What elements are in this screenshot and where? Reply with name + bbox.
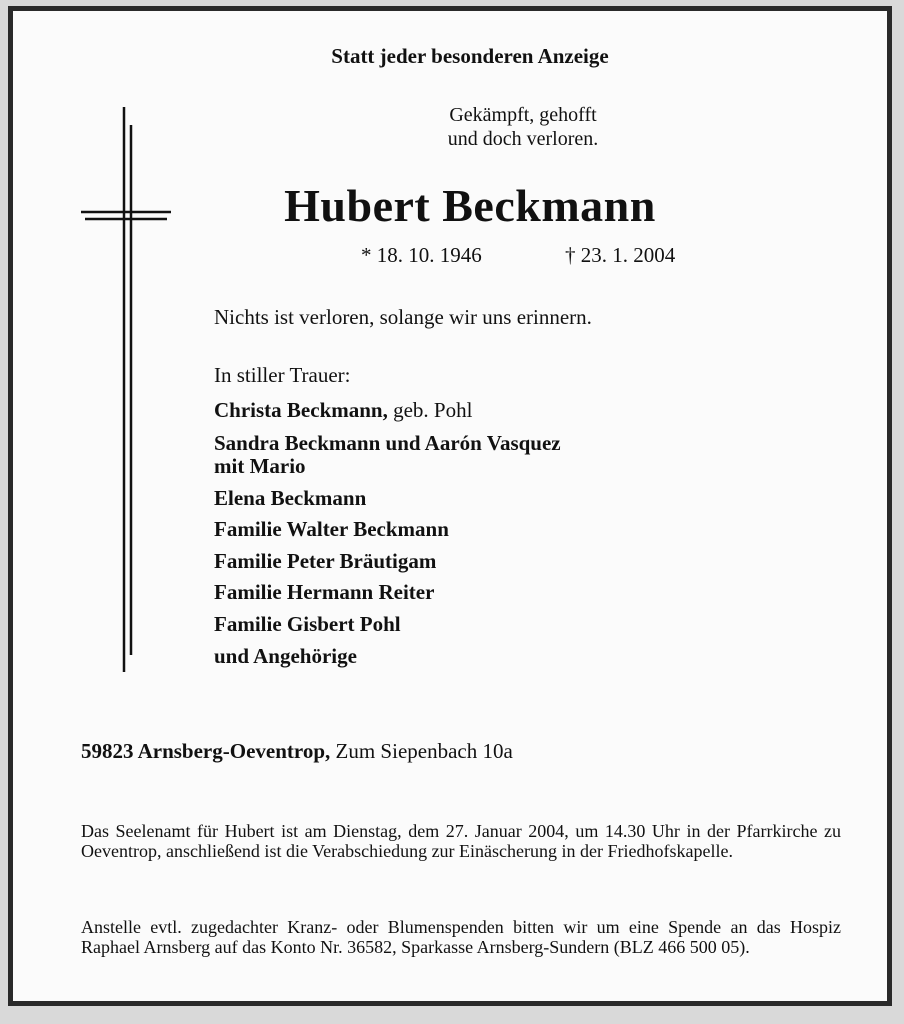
death-date: † 23. 1. 2004 (565, 243, 676, 267)
birth-date: * 18. 10. 1946 (361, 243, 482, 267)
motto-line-2: und doch verloren. (447, 128, 599, 150)
mourner-line: und Angehörige (214, 644, 357, 668)
mourner-line: mit Mario (214, 454, 306, 478)
mourner-suffix: geb. Pohl (387, 398, 473, 422)
address-street: Zum Siepenbach 10a (330, 739, 513, 763)
mourners-intro: In stiller Trauer: (214, 363, 351, 387)
donation-info: Anstelle evtl. zugedachter Kranz- oder Blumenspenden bitten wir um eine Spende an das Hospiz Raphael Arnsberg auf das Konto Nr. 36582, Sparkasse Arnsberg-Sundern (BLZ 466 500 05). (81, 917, 841, 957)
mourner-line: Familie Gisbert Pohl (214, 612, 401, 636)
obituary-notice (8, 6, 892, 1006)
mourner-line: Sandra Beckmann und Aarón Vasquez (214, 431, 561, 455)
address (81, 739, 513, 764)
deceased-name: Hubert Beckmann (284, 180, 656, 231)
memorial-quote: Nichts ist verloren, solange wir uns erinnern. (214, 305, 592, 329)
motto-line-1: Gekämpft, gehofft (449, 104, 597, 126)
mourner-line: Elena Beckmann (214, 486, 367, 510)
notice-header: Statt jeder besonderen Anzeige (331, 44, 609, 68)
mourner-line: Familie Walter Beckmann (214, 517, 449, 541)
mourner-line (214, 398, 472, 422)
address-place: 59823 Arnsberg-Oeventrop, (81, 739, 331, 763)
funeral-info: Das Seelenamt für Hubert ist am Dienstag, dem 27. Januar 2004, um 14.30 Uhr in der Pfarrkirche zu Oeventrop, anschließend ist die Verabschiedung zur Einäscherung in der Friedhofskapelle. (81, 821, 841, 861)
motto (383, 103, 663, 151)
mourner-line: Familie Peter Bräutigam (214, 549, 437, 573)
mourner-name: Christa Beckmann, (214, 398, 388, 422)
mourner-line: Familie Hermann Reiter (214, 580, 435, 604)
